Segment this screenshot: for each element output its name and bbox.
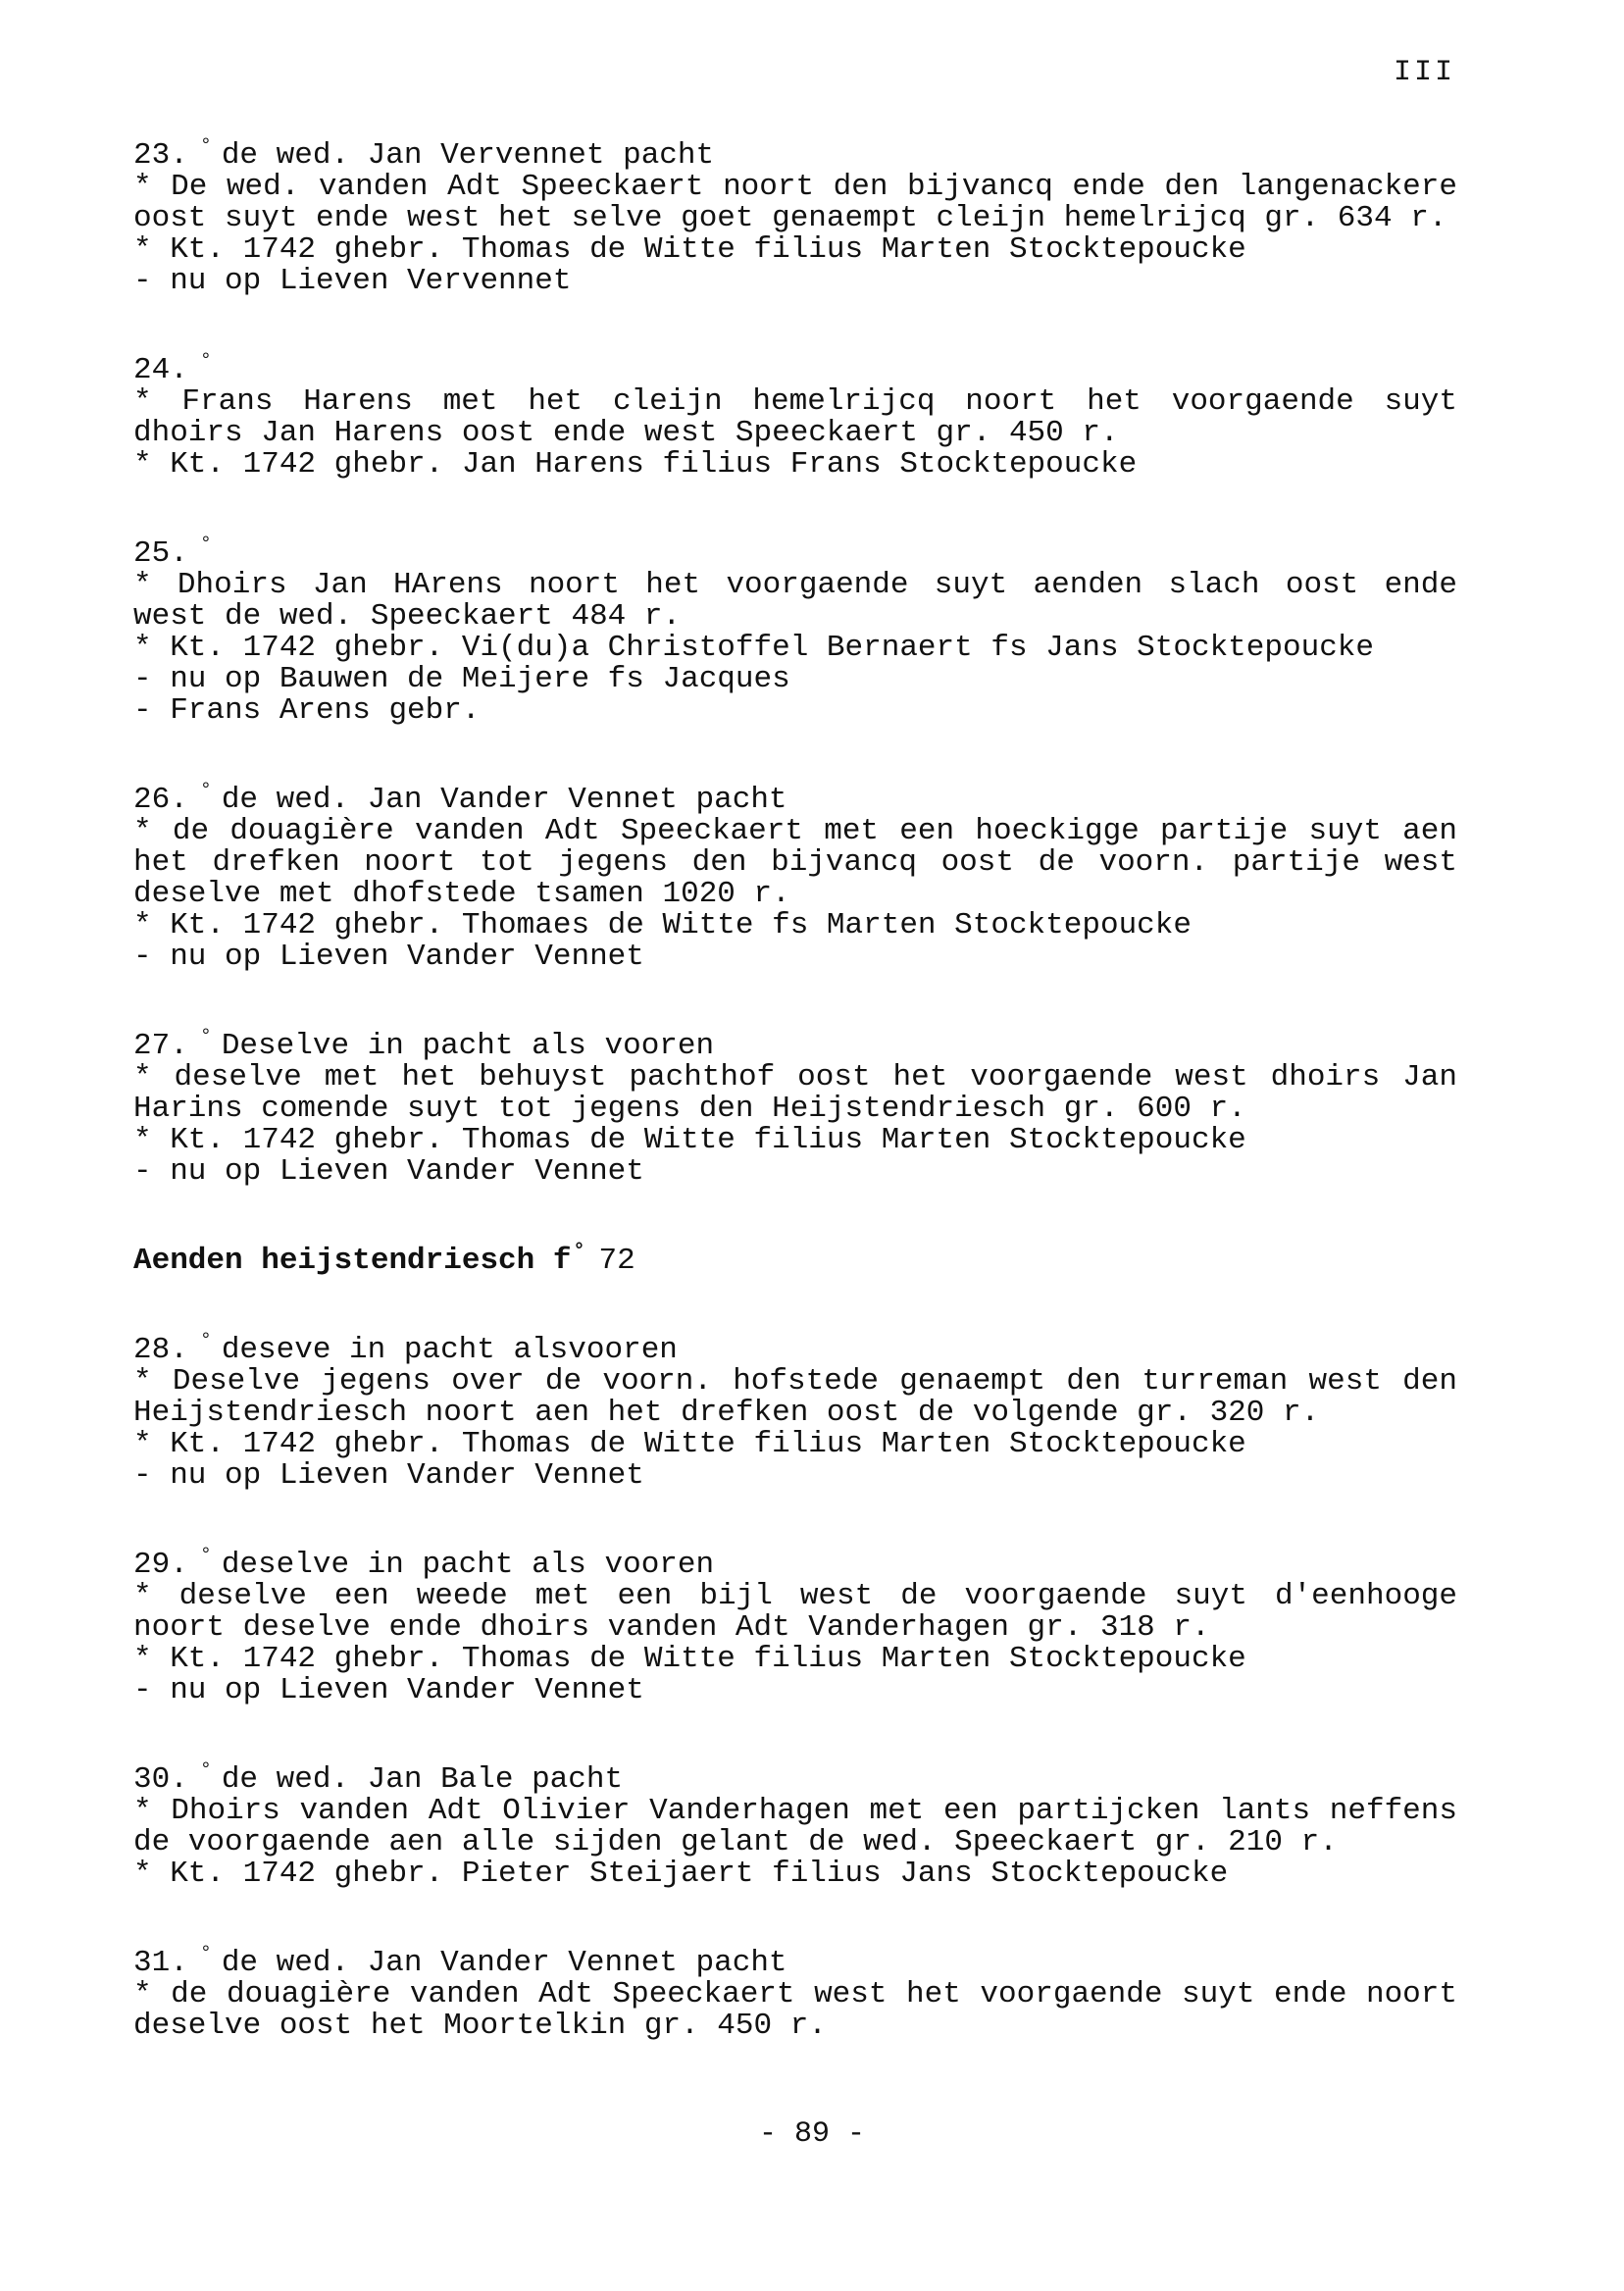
- entry-header: [133, 1939, 1457, 1979]
- degree-mark: °: [199, 1026, 212, 1048]
- entry-line: * Kt. 1742 ghebr. Pieter Steijaert filius Jans Stocktepoucke: [133, 1857, 1229, 1891]
- entry-line: * de douagière vanden Adt Speeckaert west het voorgaende suyt ende noort deselve oost het Moortelkin gr. 450 r.: [133, 1977, 1457, 2043]
- section-heading: [133, 1237, 1457, 1277]
- entry-line: * deselve met het behuyst pachthof oost het voorgaende west dhoirs Jan Harins comende suyt tot jegens den Heijstendriesch gr. 600 r.: [133, 1060, 1457, 1126]
- degree-mark: °: [573, 1241, 585, 1263]
- entry: [133, 1756, 1457, 1890]
- entry-line: * deselve een weede met een bijl west de voorgaende suyt d'eenhooge noort deselve ende dhoirs vanden Adt Vanderhagen gr. 318 r.: [133, 1579, 1457, 1645]
- entry-number: 24.: [133, 353, 188, 387]
- entry: [133, 131, 1457, 297]
- entry-header-text: de wed. Jan Vander Vennet pacht: [221, 783, 787, 817]
- entries-group-1: [133, 131, 1457, 1188]
- entry-line: - nu op Bauwen de Meijere fs Jacques: [133, 662, 790, 696]
- entry-number: 29.: [133, 1548, 188, 1582]
- entry-line: * De wed. vanden Adt Speeckaert noort den bijvancq ende den langenackere oost suyt ende west het selve goet genaempt cleijn hemelrijcq gr. 634 r.: [133, 170, 1457, 235]
- degree-mark: °: [199, 350, 212, 373]
- entry-line: * de douagière vanden Adt Speeckaert met een hoeckigge partije suyt aen het drefken noort tot jegens den bijvancq oost de voorn. partije west deselve met dhofstede tsamen 1020 r.: [133, 814, 1457, 911]
- entry-line: - nu op Lieven Vervennet: [133, 264, 572, 298]
- entry-line: * Dhoirs Jan HArens noort het voorgaende suyt aenden slach oost ende west de wed. Speeckaert 484 r.: [133, 568, 1457, 634]
- entry-header-text: deseve in pacht alsvooren: [221, 1333, 678, 1367]
- entry-number: 30.: [133, 1762, 188, 1797]
- entry-line: * Kt. 1742 ghebr. Thomas de Witte filius Marten Stocktepoucke: [133, 1123, 1246, 1157]
- entry: [133, 1939, 1457, 2042]
- entry-header: [133, 131, 1457, 172]
- entry: [133, 1541, 1457, 1706]
- degree-mark: °: [199, 534, 212, 556]
- entry-header-text: Deselve in pacht als vooren: [221, 1029, 715, 1063]
- page-number: - 89 -: [758, 2117, 866, 2151]
- entry-header-text: de wed. Jan Bale pacht: [221, 1762, 624, 1797]
- entry-line: * Kt. 1742 ghebr. Thomaes de Witte fs Marten Stocktepoucke: [133, 908, 1192, 942]
- entry-line: - nu op Lieven Vander Vennet: [133, 940, 644, 974]
- degree-mark: °: [199, 780, 212, 802]
- entry: [133, 776, 1457, 973]
- entry-header: [133, 346, 1457, 386]
- entry-line: * Dhoirs vanden Adt Olivier Vanderhagen met een partijcken lants neffens de voorgaende aen alle sijden gelant de wed. Speeckaert gr. 210 r.: [133, 1794, 1457, 1859]
- entry-header: [133, 1541, 1457, 1581]
- entry-line: - Frans Arens gebr.: [133, 693, 481, 728]
- entry: [133, 1326, 1457, 1492]
- entry: [133, 530, 1457, 727]
- entry-line: * Deselve jegens over de voorn. hofstede genaempt den turreman west den Heijstendriesch noort aen het drefken oost de volgende gr. 320 r.: [133, 1364, 1457, 1430]
- entries-group-2: [133, 1326, 1457, 2042]
- roman-numeral-header: III: [1393, 56, 1455, 89]
- entry-line: * Kt. 1742 ghebr. Jan Harens filius Frans Stocktepoucke: [133, 447, 1138, 482]
- entry-line: * Kt. 1742 ghebr. Thomas de Witte filius Marten Stocktepoucke: [133, 232, 1246, 267]
- degree-mark: °: [199, 1330, 212, 1352]
- entry-number: 27.: [133, 1029, 188, 1063]
- section-heading-text: Aenden heijstendriesch f: [133, 1244, 572, 1278]
- entry-header: [133, 1326, 1457, 1366]
- document-body: [133, 131, 1457, 2091]
- entry-header-text: de wed. Jan Vervennet pacht: [221, 138, 715, 173]
- entry-line: - nu op Lieven Vander Vennet: [133, 1673, 644, 1707]
- entry-header-text: de wed. Jan Vander Vennet pacht: [221, 1946, 787, 1980]
- entry-header: [133, 1022, 1457, 1062]
- degree-mark: °: [199, 135, 212, 158]
- section-folio: 72: [598, 1244, 635, 1278]
- entry-number: 26.: [133, 783, 188, 817]
- entry-line: * Kt. 1742 ghebr. Thomas de Witte filius Marten Stocktepoucke: [133, 1427, 1246, 1461]
- entry-line: * Kt. 1742 ghebr. Vi(du)a Christoffel Bernaert fs Jans Stocktepoucke: [133, 631, 1375, 665]
- entry-number: 23.: [133, 138, 188, 173]
- degree-mark: °: [199, 1545, 212, 1567]
- entry-header-text: deselve in pacht als vooren: [221, 1548, 715, 1582]
- entry-number: 25.: [133, 536, 188, 571]
- entry-header: [133, 776, 1457, 816]
- entry: [133, 1022, 1457, 1188]
- entry-number: 28.: [133, 1333, 188, 1367]
- entry-header: [133, 530, 1457, 570]
- degree-mark: °: [199, 1943, 212, 1965]
- entry-line: - nu op Lieven Vander Vennet: [133, 1458, 644, 1493]
- entry-header: [133, 1756, 1457, 1796]
- entry: [133, 346, 1457, 481]
- degree-mark: °: [199, 1759, 212, 1782]
- entry-line: - nu op Lieven Vander Vennet: [133, 1154, 644, 1189]
- entry-line: * Frans Harens met het cleijn hemelrijcq noort het voorgaende suyt dhoirs Jan Harens oost ende west Speeckaert gr. 450 r.: [133, 384, 1457, 450]
- entry-line: * Kt. 1742 ghebr. Thomas de Witte filius Marten Stocktepoucke: [133, 1642, 1246, 1676]
- entry-number: 31.: [133, 1946, 188, 1980]
